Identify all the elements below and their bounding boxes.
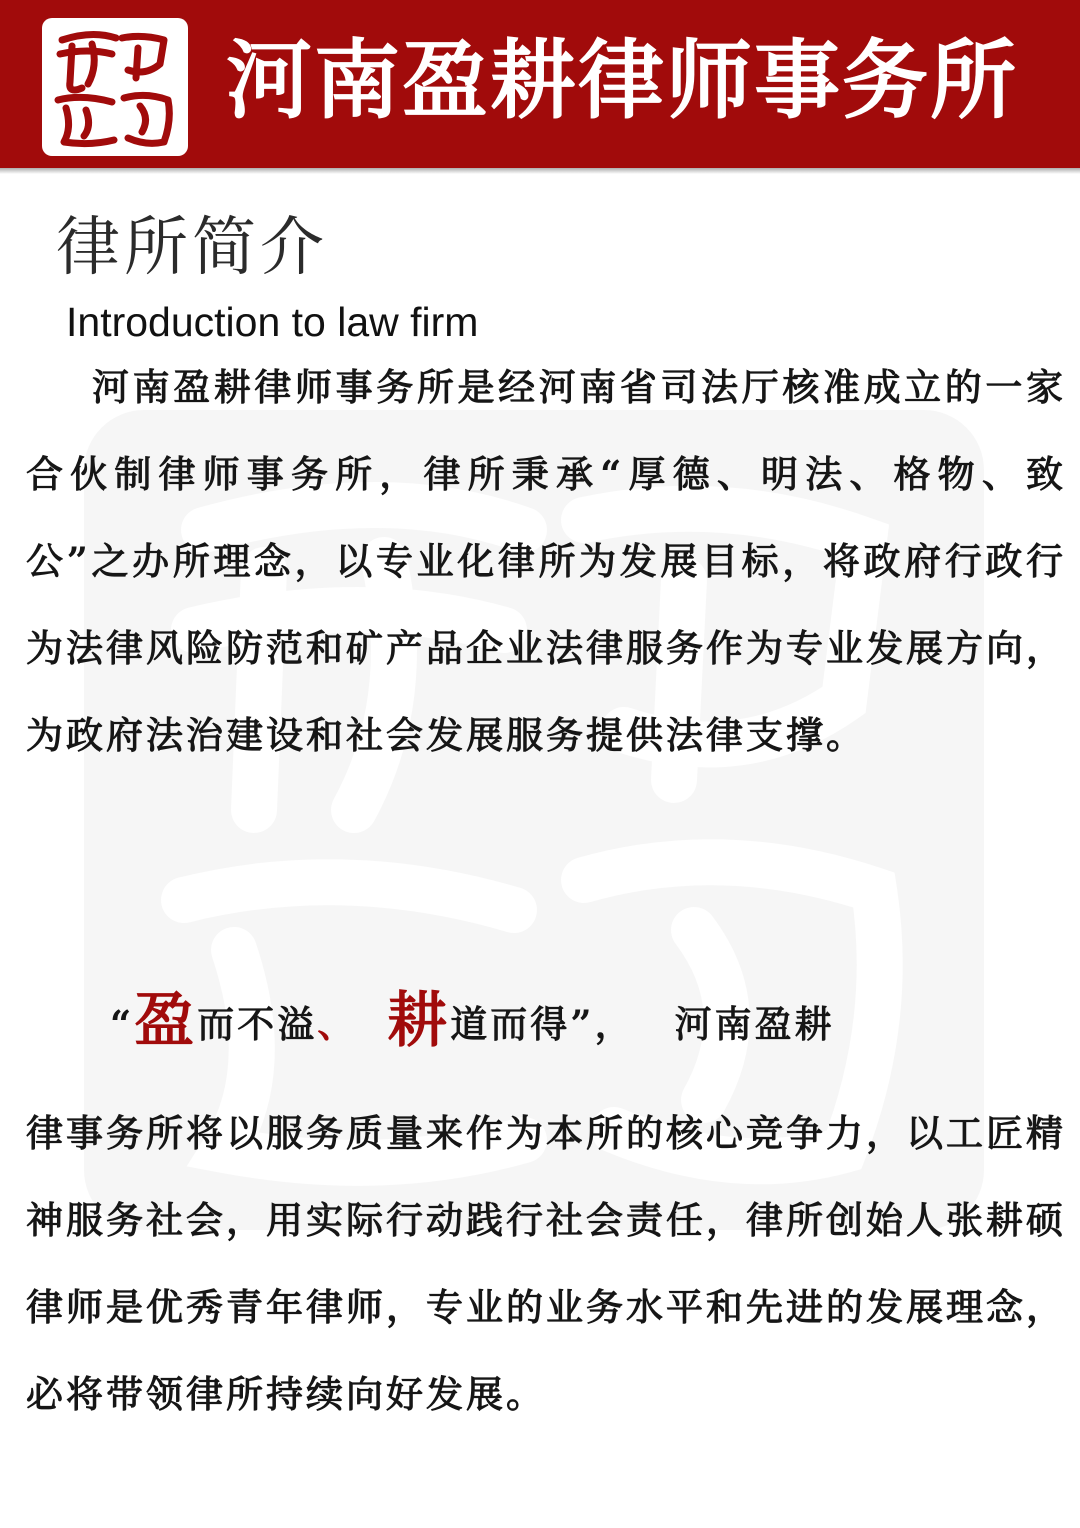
motto-text-1: 而不溢 (197, 1002, 318, 1046)
motto-separator: 、 (317, 1002, 358, 1046)
seal-logo-icon (42, 18, 188, 156)
section-title: 律所简介 (56, 211, 328, 285)
firm-name-title: 河南盈耕律师事务所 (226, 31, 1018, 131)
motto-text-2: 道而得 (450, 1002, 571, 1046)
banner-shadow (0, 168, 1080, 174)
mission-paragraph: 律事务所将以服务质量来作为本所的核心竞争力，以工匠精神服务社会，用实际行动践行社会责任，律所创始人张耕硕律师是优秀青年律师，专业的业务水平和先进的发展理念，必将带领律所持续向好发展。 (26, 1111, 1066, 1416)
motto-lead-in: 河南盈耕 (674, 1002, 835, 1046)
motto-open-quote: “ (110, 1002, 135, 1046)
section-subtitle: Introduction to law firm (66, 299, 479, 345)
header-banner (0, 0, 1080, 168)
motto-char-ying: 盈 (134, 986, 198, 1056)
motto-line (26, 976, 1066, 1069)
motto-char-geng: 耕 (387, 986, 451, 1056)
motto-close-quote: ”， (570, 1002, 635, 1046)
intro-paragraph: 河南盈耕律师事务所是经河南省司法厅核准成立的一家合伙制律师事务所，律所秉承“厚德、明法、格物、致公”之办所理念，以专业化律所为发展目标，将政府行政行为法律风险防范和矿产品企业法律服务作为专业发展方向，为政府法治建设和社会发展服务提供法律支撑。 (26, 365, 1066, 757)
